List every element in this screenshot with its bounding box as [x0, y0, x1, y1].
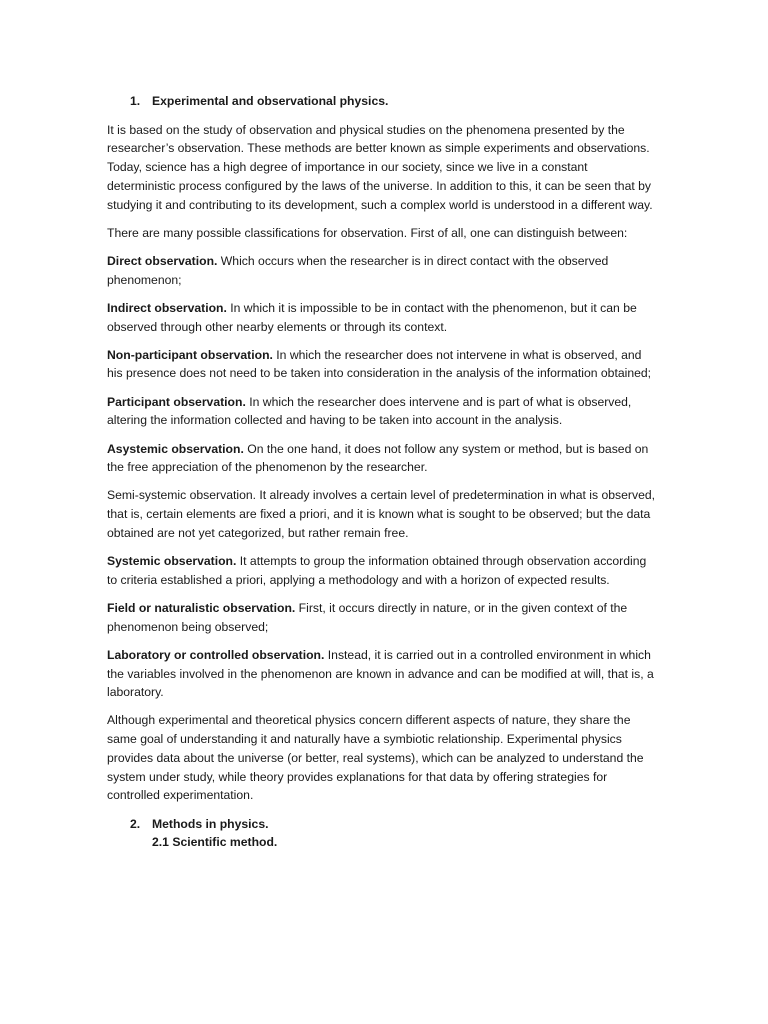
observation-systemic	[107, 552, 658, 589]
definition-laboratory-observation: Instead, it is carried out in a controlled environment in which the variables involved in the phenomenon are known in advance and can be modified at will, that is, a laboratory.	[107, 647, 654, 700]
observation-field	[107, 599, 658, 636]
observation-asystemic	[107, 440, 658, 477]
definition-asystemic-observation: On the one hand, it does not follow any system or method, but is based on the free appreciation of the phenomenon by the researcher.	[107, 441, 649, 475]
definition-field-observation: First, it occurs directly in nature, or in the given context of the phenomenon being observed;	[107, 600, 628, 634]
observation-direct	[107, 252, 658, 289]
definition-participant-observation: In which the researcher does intervene and is part of what is observed, altering the information collected and having to be taken into account in the analysis.	[107, 394, 632, 428]
definition-direct-observation: Which occurs when the researcher is in direct contact with the observed phenomenon;	[107, 253, 609, 287]
section-1-title: Experimental and observational physics.	[152, 94, 389, 108]
term-field-observation: Field or naturalistic observation.	[107, 600, 296, 615]
section-2-heading	[107, 815, 658, 834]
term-asystemic-observation: Asystemic observation.	[107, 441, 244, 456]
observation-laboratory	[107, 646, 658, 702]
closing-paragraph: Although experimental and theoretical physics concern different aspects of nature, they share the same goal of understanding it and naturally have a symbiotic relationship. Experimental physics provides data about the universe (or better, real systems), which can be analyzed to understand the system under study, while theory provides explanations for that data by offering strategies for controlled experimentation.	[107, 713, 644, 803]
term-laboratory-observation: Laboratory or controlled observation.	[107, 647, 325, 662]
section-1-heading	[107, 92, 658, 111]
observation-indirect	[107, 299, 658, 336]
definition-systemic-observation: It attempts to group the information obtained through observation according to criteria established a priori, applying a methodology and with a horizon of expected results.	[107, 554, 647, 587]
term-indirect-observation: Indirect observation.	[107, 300, 227, 315]
intro-paragraph-1: It is based on the study of observation and physical studies on the phenomena presented by the researcher’s observation. These methods are better known as simple experiments and observations. Today, science has a high degree of importance in our society, since we live in a constant deterministic process configured by the laws of the universe. In addition to this, it can be seen that by studying it and contributing to its development, such a complex world is understood in a different way.	[107, 122, 653, 212]
intro-paragraph-2: There are many possible classifications for observation. First of all, one can distinguish between:	[107, 225, 628, 240]
term-systemic-observation: Systemic observation.	[107, 554, 237, 569]
definition-semi-systemic-observation: Semi-systemic observation. It already involves a certain level of predetermination in what is observed, that is, certain elements are fixed a priori, and it is known what is sought to be observed; but the data obtained are not yet categorized, but rather remain free.	[107, 488, 656, 540]
section-2-number: 2.	[130, 816, 141, 831]
section-2-title: Methods in physics.	[152, 816, 269, 831]
term-direct-observation: Direct observation.	[107, 253, 218, 268]
definition-non-participant-observation: In which the researcher does not intervene in what is observed, and his presence does not need to be taken into consideration in the analysis of the information obtained;	[107, 347, 652, 381]
definition-indirect-observation: In which it is impossible to be in contact with the phenomenon, but it can be observed through other nearby elements or through its context.	[107, 300, 637, 334]
section-1-number: 1.	[130, 94, 141, 108]
observation-semi-systemic	[107, 486, 658, 542]
term-participant-observation: Participant observation.	[107, 394, 246, 409]
term-non-participant-observation: Non-participant observation.	[107, 347, 273, 362]
observation-participant	[107, 393, 658, 430]
observation-non-participant	[107, 346, 658, 383]
subsection-2-1-heading: 2.1 Scientific method.	[152, 835, 278, 850]
